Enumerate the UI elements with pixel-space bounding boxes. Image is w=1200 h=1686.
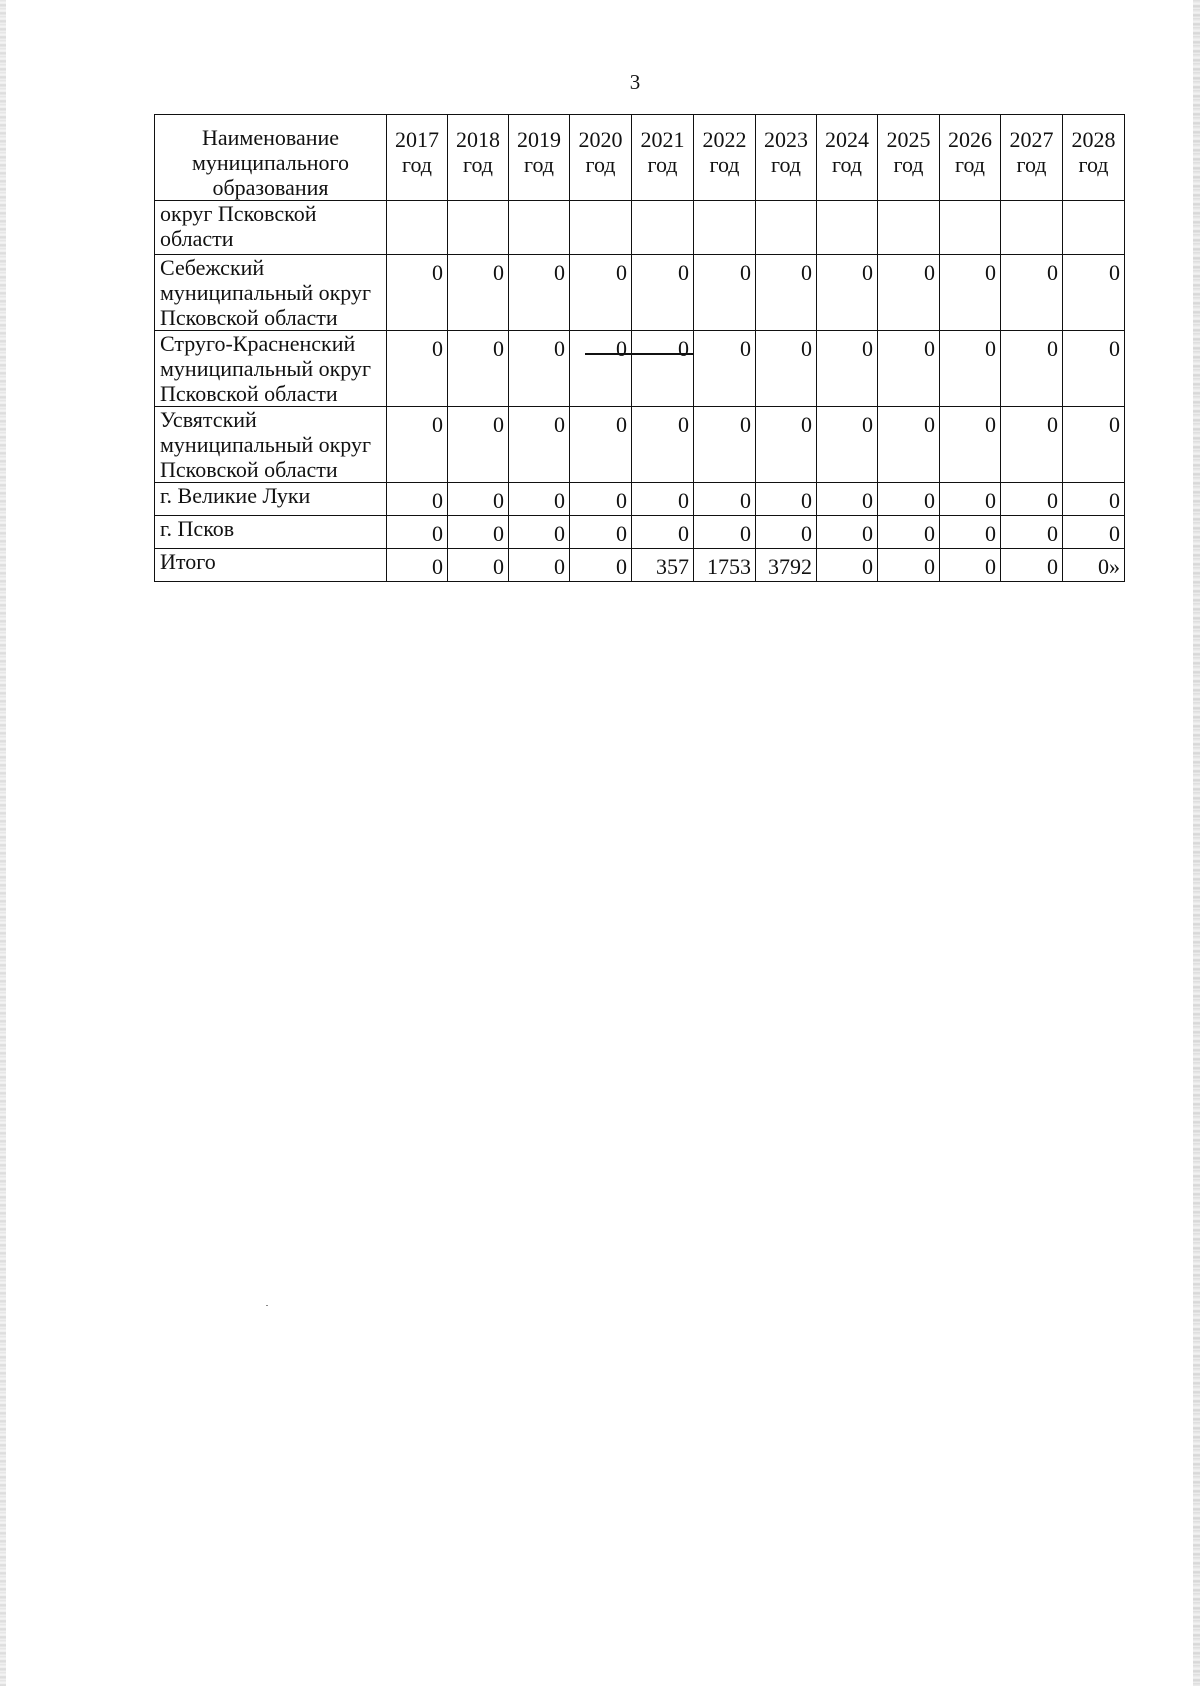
value-cell: 0 [940,516,1001,549]
value-cell: 0 [1001,549,1063,582]
value-cell: 0 [570,549,632,582]
value-cell: 0 [878,549,940,582]
value-cell: 0 [756,331,817,407]
value-cell: 0 [756,255,817,331]
value-cell [632,201,694,255]
value-cell: 0 [817,255,878,331]
year-column-header [817,115,878,201]
value-cell [387,201,448,255]
table-row [155,516,1125,549]
value-cell: 0 [878,516,940,549]
table-row-total [155,549,1125,582]
unit-label: год [954,152,986,177]
value-cell: 0 [756,407,817,483]
value-cell: 0 [756,483,817,516]
value-cell: 0 [509,483,570,516]
year-column-header [1063,115,1125,201]
unit-label: год [709,152,740,177]
unit-label: год [893,152,924,177]
end-of-document-rule [585,353,693,355]
year-label: 2019 [517,127,561,152]
year-column-header [756,115,817,201]
value-cell: 1753 [694,549,756,582]
table-row [155,483,1125,516]
value-cell: 0 [878,331,940,407]
value-cell: 0 [817,331,878,407]
value-cell: 357 [632,549,694,582]
value-cell: 0 [940,483,1001,516]
year-column-header [694,115,756,201]
value-cell: 0 [878,255,940,331]
value-cell: 0 [632,483,694,516]
scan-edge-left [0,0,6,1686]
value-cell: 0 [632,331,694,407]
value-cell: 0 [817,549,878,582]
value-cell: 0 [632,516,694,549]
value-cell: 3792 [756,549,817,582]
value-cell: 0 [448,407,509,483]
table-row [155,331,1125,407]
value-cell: 0 [940,407,1001,483]
name-column-header: Наименование муниципального образования [155,115,387,201]
value-cell: 0 [570,516,632,549]
year-label: 2018 [456,127,500,152]
value-cell: 0 [387,549,448,582]
value-cell: 0 [817,516,878,549]
value-cell: 0 [940,331,1001,407]
value-cell: 0 [1001,407,1063,483]
unit-label: год [401,152,433,177]
data-table [154,114,1125,582]
value-cell: 0 [1063,516,1125,549]
value-cell: 0 [694,483,756,516]
value-cell: 0 [940,549,1001,582]
unit-label: год [585,152,616,177]
unit-label: год [1016,152,1047,177]
year-label: 2022 [702,127,747,152]
value-cell: 0 [1001,483,1063,516]
value-cell: 0 [694,255,756,331]
municipality-name-cell: Усвятский муниципальный округ Псковской области [155,407,387,483]
value-cell: 0 [509,516,570,549]
unit-label: год [647,152,678,177]
value-cell: 0 [509,331,570,407]
value-cell: 0 [756,516,817,549]
value-cell [1063,201,1125,255]
value-cell: 0 [694,516,756,549]
year-label: 2025 [886,127,931,152]
municipality-name-cell: округ Псковской области [155,201,387,255]
value-cell: 0 [1001,331,1063,407]
table-container [154,114,1125,582]
municipality-name-cell: Струго-Красненский муниципальный округ Псковской области [155,331,387,407]
year-column-header [632,115,694,201]
value-cell [448,201,509,255]
year-label: 2026 [948,127,992,152]
value-cell: 0 [570,483,632,516]
year-column-header [448,115,509,201]
year-label: 2024 [825,127,869,152]
value-cell: 0 [1063,331,1125,407]
value-cell [1001,201,1063,255]
page-number: 3 [629,70,641,94]
value-cell: 0 [448,331,509,407]
unit-label: год [462,152,494,177]
value-cell: 0 [1063,255,1125,331]
value-cell: 0 [878,407,940,483]
value-cell: 0 [817,483,878,516]
value-cell: 0 [694,407,756,483]
value-cell: 0 [570,331,632,407]
value-cell: 0 [570,255,632,331]
unit-label: год [770,152,802,177]
value-cell: 0 [817,407,878,483]
value-cell: 0 [1063,483,1125,516]
unit-label: год [523,152,555,177]
total-label-cell: Итого [155,549,387,582]
year-column-header [1001,115,1063,201]
value-cell: 0 [1063,407,1125,483]
value-cell: 0 [387,331,448,407]
value-cell [878,201,940,255]
value-cell [817,201,878,255]
year-label: 2020 [578,127,623,152]
year-label: 2021 [640,127,685,152]
value-cell: 0 [509,407,570,483]
municipality-name-cell: г. Великие Луки [155,483,387,516]
unit-label: год [831,152,863,177]
value-cell: 0 [387,516,448,549]
year-column-header [387,115,448,201]
value-cell: 0 [509,549,570,582]
value-cell: 0 [387,483,448,516]
year-column-header [509,115,570,201]
value-cell: 0 [632,407,694,483]
scan-speck [266,1305,268,1306]
value-cell [509,201,570,255]
value-cell: 0 [570,407,632,483]
year-label: 2017 [395,127,439,152]
value-cell: 0 [878,483,940,516]
value-cell: 0 [940,255,1001,331]
municipality-name-cell: Себежский муниципальный округ Псковской области [155,255,387,331]
value-cell [756,201,817,255]
year-label: 2023 [764,127,808,152]
value-cell: 0 [387,255,448,331]
value-cell: 0 [1001,255,1063,331]
table-row [155,201,1125,255]
value-cell [570,201,632,255]
unit-label: год [1078,152,1109,177]
value-cell: 0 [448,549,509,582]
value-cell: 0 [387,407,448,483]
scan-edge-right [1193,0,1200,1686]
year-label: 2027 [1009,127,1054,152]
table-header-row [155,115,1125,201]
table-row [155,407,1125,483]
value-cell: 0» [1063,549,1125,582]
year-label: 2028 [1071,127,1116,152]
table-row [155,255,1125,331]
year-column-header [940,115,1001,201]
value-cell: 0 [694,331,756,407]
value-cell: 0 [632,255,694,331]
value-cell [694,201,756,255]
value-cell [940,201,1001,255]
value-cell: 0 [448,483,509,516]
value-cell: 0 [448,516,509,549]
year-column-header [570,115,632,201]
value-cell: 0 [509,255,570,331]
municipality-name-cell: г. Псков [155,516,387,549]
value-cell: 0 [448,255,509,331]
year-column-header [878,115,940,201]
value-cell: 0 [1001,516,1063,549]
